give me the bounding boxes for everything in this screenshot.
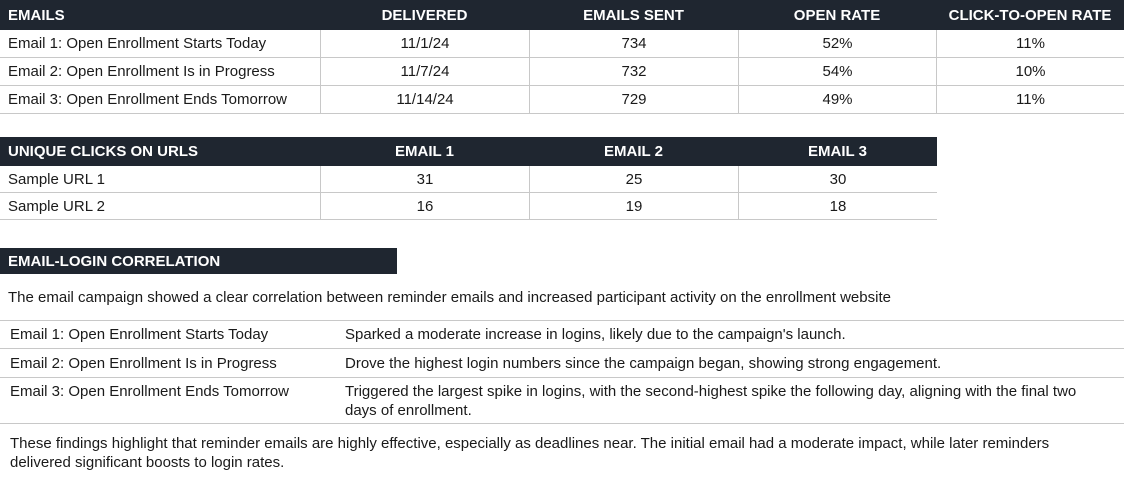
email-name-cell: Email 3: Open Enrollment Ends Tomorrow bbox=[0, 86, 320, 114]
correlation-email-name: Email 3: Open Enrollment Ends Tomorrow bbox=[10, 383, 290, 400]
correlation-finding: Drove the highest login numbers since the campaign began, showing strong engagement. bbox=[345, 354, 942, 372]
emails-sent-cell: 732 bbox=[529, 58, 738, 86]
delivered-cell: 11/1/24 bbox=[320, 30, 529, 58]
correlation-email-name: Email 2: Open Enrollment Is in Progress bbox=[10, 354, 277, 372]
header-delivered: DELIVERED bbox=[320, 0, 529, 30]
click-to-open-rate-cell: 11% bbox=[936, 86, 1124, 114]
open-rate-cell: 54% bbox=[738, 58, 936, 86]
header-emails: EMAILS bbox=[0, 0, 320, 30]
click-to-open-rate-cell: 10% bbox=[936, 58, 1124, 86]
email-1-clicks-cell: 31 bbox=[320, 166, 529, 193]
correlation-intro: The email campaign showed a clear correlation between reminder emails and increased participant activity on the enrollment website bbox=[8, 289, 891, 306]
correlation-finding: Sparked a moderate increase in logins, likely due to the campaign's launch. bbox=[345, 326, 846, 343]
unique-clicks-table bbox=[0, 137, 937, 220]
header-email-2: EMAIL 2 bbox=[529, 137, 738, 166]
click-to-open-rate-cell: 11% bbox=[936, 30, 1124, 58]
header-email-1: EMAIL 1 bbox=[320, 137, 529, 166]
emails-table bbox=[0, 0, 1124, 114]
email-name-cell: Email 1: Open Enrollment Starts Today bbox=[0, 30, 320, 58]
header-click-to-open-rate: CLICK-TO-OPEN RATE bbox=[936, 0, 1124, 30]
emails-sent-cell: 729 bbox=[529, 86, 738, 114]
open-rate-cell: 52% bbox=[738, 30, 936, 58]
correlation-finding: Triggered the largest spike in logins, with the second-highest spike the following day, aligning with the final two days of enrollment. bbox=[345, 382, 1077, 419]
email-3-clicks-cell: 30 bbox=[738, 166, 937, 193]
header-open-rate: OPEN RATE bbox=[738, 0, 936, 30]
header-unique-clicks: UNIQUE CLICKS ON URLS bbox=[0, 137, 320, 166]
url-name-cell: Sample URL 1 bbox=[0, 166, 320, 193]
correlation-section-title: EMAIL-LOGIN CORRELATION bbox=[0, 248, 397, 274]
emails-sent-cell: 734 bbox=[529, 30, 738, 58]
email-name-cell: Email 2: Open Enrollment Is in Progress bbox=[0, 58, 320, 86]
email-2-clicks-cell: 19 bbox=[529, 193, 738, 220]
correlation-row bbox=[0, 349, 1124, 378]
correlation-row bbox=[0, 321, 1124, 349]
open-rate-cell: 49% bbox=[738, 86, 936, 114]
correlation-email-name: Email 1: Open Enrollment Starts Today bbox=[10, 326, 269, 343]
correlation-row bbox=[0, 378, 1124, 424]
header-email-3: EMAIL 3 bbox=[738, 137, 937, 166]
email-3-clicks-cell: 18 bbox=[738, 193, 937, 220]
correlation-table bbox=[0, 320, 1124, 424]
delivered-cell: 11/14/24 bbox=[320, 86, 529, 114]
url-name-cell: Sample URL 2 bbox=[0, 193, 320, 220]
email-2-clicks-cell: 25 bbox=[529, 166, 738, 193]
email-1-clicks-cell: 16 bbox=[320, 193, 529, 220]
delivered-cell: 11/7/24 bbox=[320, 58, 529, 86]
header-emails-sent: EMAILS SENT bbox=[529, 0, 738, 30]
correlation-summary: These findings highlight that reminder emails are highly effective, especially as deadlines near. The initial email had a moderate impact, while later reminders delivered significant boosts to login rates. bbox=[10, 435, 1050, 471]
